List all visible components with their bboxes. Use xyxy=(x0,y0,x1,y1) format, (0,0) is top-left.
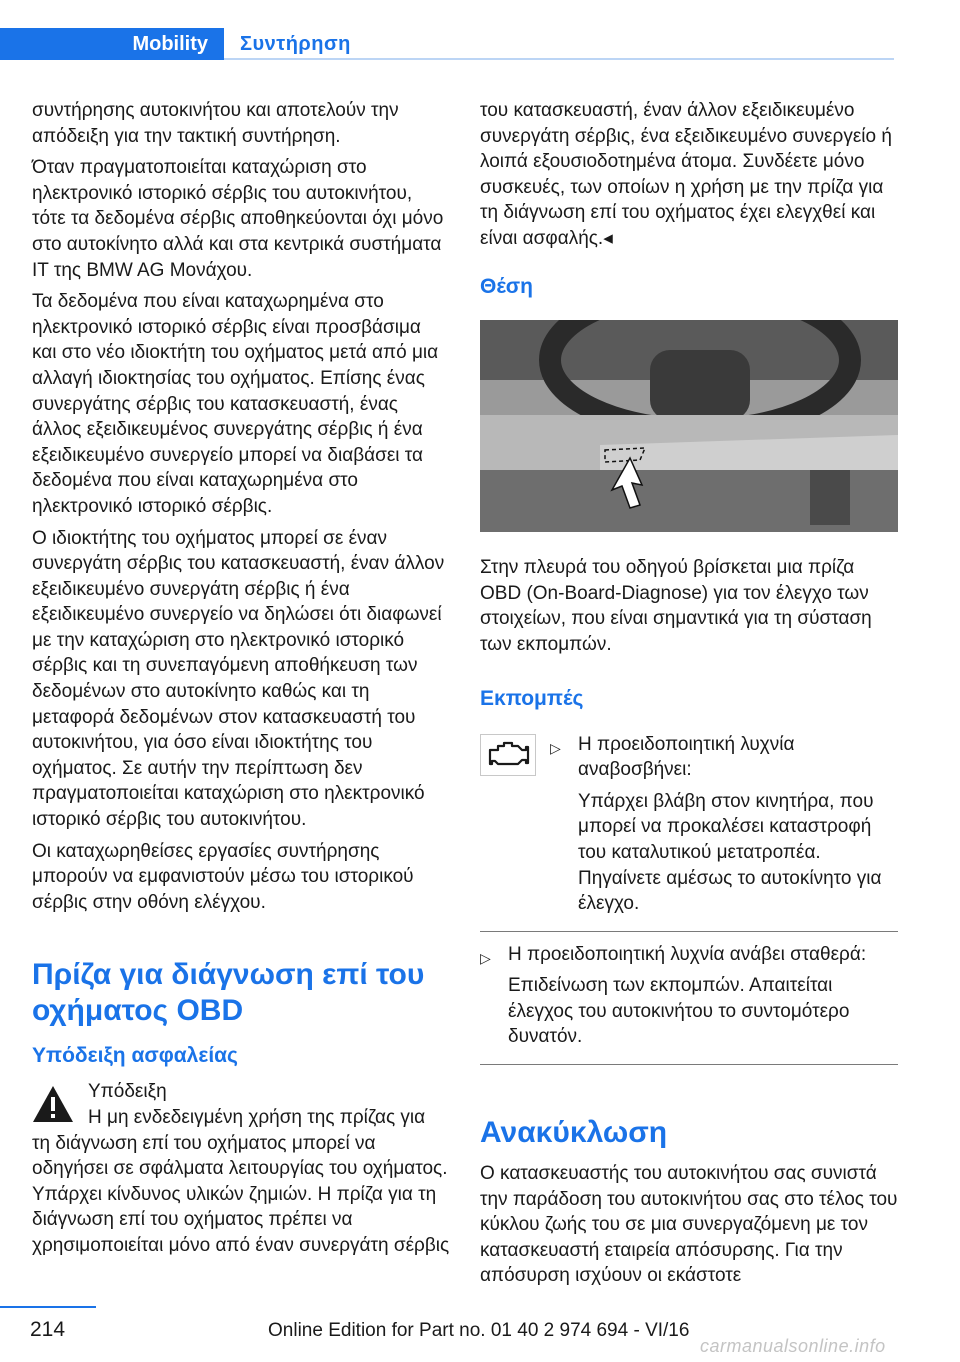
section-title-obd: Πρίζα για διάγνωση επί του οχήματος OBD xyxy=(32,958,425,1028)
emissions-condition: Η προειδοποιητική λυχνία ανάβει σταθερά: xyxy=(508,943,867,965)
warning-triangle-icon xyxy=(32,1085,74,1123)
warning-note xyxy=(32,1079,450,1258)
paragraph: του κατασκευαστή, έναν άλλον εξειδικευμένο συνεργάτη σέρβις, ένα εξειδικευμένο συνεργείο ή λοιπά εξουσιοδοτημένα άτομα. Συνδέετε μόνο συσκευές, των οποίων η χρήση με την πρίζα για τη διάγνωση επί του οχήματος έχει ελεγχθεί και είναι ασφαλής.◂ xyxy=(480,100,892,249)
subsection-title-safety: Υπόδειξη ασφαλείας xyxy=(32,1044,238,1068)
warning-body: τη διάγνωση επί του οχήματος μπορεί να οδηγήσει σε σφάλματα λειτουργίας του οχήματος. Υπάρχει κίνδυνος υλικών ζημιών. Η πρίζα για τη διάγνωση επί του οχήματος πρέπει να χρησιμοποιείται μόνο από έναν συνεργάτη σέρβις xyxy=(32,1132,450,1256)
emissions-row xyxy=(480,932,898,1065)
subsection-title-emissions: Εκπομπές xyxy=(480,686,584,710)
paragraph: Όταν πραγματοποιείται καταχώριση στο ηλεκτρονικό ιστορικό σέρβις του αυτοκινήτου, τότε τα δεδομένα σέρβις αποθηκεύονται όχι μόνο στο αυτοκίνητο αλλά και στα κεντρικά συστήματα IT της BMW AG Μονάχου. xyxy=(32,157,444,281)
paragraph: Οι καταχωρηθείσες εργασίες συντήρησης μπορούν να εμφανιστούν μέσω του ιστορικού σέρβις στην οθόνη ελέγχου. xyxy=(32,840,414,913)
warning-title: Υπόδειξη xyxy=(88,1081,167,1103)
right-column xyxy=(480,98,898,1295)
section-title-recycling: Ανακύκλωση xyxy=(480,1116,668,1150)
emissions-description: Επιδείνωση των εκπομπών. Απαιτείται έλεγχος του αυτοκινήτου το συντομότερο δυνατόν. xyxy=(508,975,850,1048)
header-rule xyxy=(224,58,894,60)
emissions-description: Υπάρχει βλάβη στον κινητήρα, που μπορεί να προκαλέσει καταστροφή του καταλυτικού μετατροπέα. Πηγαίνετε αμέσως το αυτοκίνητο για έλεγχο. xyxy=(578,790,882,915)
paragraph: Ο κατασκευαστής του αυτοκινήτου σας συνιστά την παράδοση του αυτοκινήτου σας στο τέλος του κύκλου ζωής του σε μια συνεργαζόμενη με τον κατασκευαστή εταιρεία απόσυρσης. Για την απόσυρση ισχύουν οι εκάστοτε xyxy=(480,1163,898,1287)
edition-label: Online Edition for Part no. 01 40 2 974 694 - VI/16 xyxy=(268,1320,690,1341)
obd-location-photo xyxy=(480,320,898,532)
page-number: 214 xyxy=(30,1318,66,1341)
tab-mobility[interactable]: Mobility xyxy=(0,28,224,60)
emissions-row xyxy=(480,722,898,932)
subsection-title-position: Θέση xyxy=(480,274,534,298)
tab-maintenance[interactable]: Συντήρηση xyxy=(240,33,351,55)
page-header xyxy=(0,0,960,60)
watermark: carmanualsonline.info xyxy=(700,1336,886,1356)
emissions-condition: Η προειδοποιητική λυχνία αναβοσβήνει: xyxy=(578,733,795,781)
paragraph: Ο ιδιοκτήτης του οχήματος μπορεί σε έναν συνεργάτη σέρβις του κατασκευαστή, έναν άλλον εξειδικευμένο συνεργάτη σέρβις ή ένα εξειδικευμένο συνεργείο να δηλώσει ότι διαφωνεί με την καταχώριση στο ηλεκτρονικό ιστορικό σέρβις και τη συνεπαγόμενη αποθήκευση των δεδομένων στο αυτοκίνητο καθώς και τη μεταφορά δεδομένων στον κατασκευαστή του αυτοκινήτου, για όσο είναι ιδιοκτήτης του οχήματος. Σε αυτήν την περίπτωση δεν πραγματοποιείται καταχώριση στο ηλεκτρονικό ιστορικό σέρβις του αυτοκινήτου. xyxy=(32,527,445,831)
triangle-bullet-icon: ▷ xyxy=(550,739,561,756)
warning-first-line: Η μη ενδεδειγμένη χρήση της πρίζας για xyxy=(88,1107,426,1128)
paragraph: συντήρησης αυτοκινήτου και αποτελούν την απόδειξη για την τακτική συντήρηση. xyxy=(32,100,399,147)
check-engine-icon xyxy=(480,734,536,776)
footer-rule xyxy=(0,1306,96,1308)
left-column xyxy=(32,98,450,1259)
paragraph: Τα δεδομένα που είναι καταχωρημένα στο ηλεκτρονικό ιστορικό σέρβις είναι προσβάσιμα και στο νέο ιδιοκτήτη του οχήματος μετά από μια αλλαγή ιδιοκτησίας του οχήματος. Επίσης ένας συνεργάτης σέρβις του κατασκευαστή, ένας άλλος εξειδικευμένος συνεργάτης σέρβις ή ένα εξειδικευμένο συνεργείο μπορεί να διαβάσει τα δεδομένα που είναι καταχωρημένα στο ηλεκτρονικό ιστορικό σέρβις. xyxy=(32,291,439,517)
paragraph: Στην πλευρά του οδηγού βρίσκεται μια πρίζα OBD (On-Board-Diagnose) για τον έλεγχο των στοιχείων, που είναι σημαντικά για τη σύσταση των εκπομπών. xyxy=(480,557,872,655)
triangle-bullet-icon: ▷ xyxy=(480,949,491,966)
